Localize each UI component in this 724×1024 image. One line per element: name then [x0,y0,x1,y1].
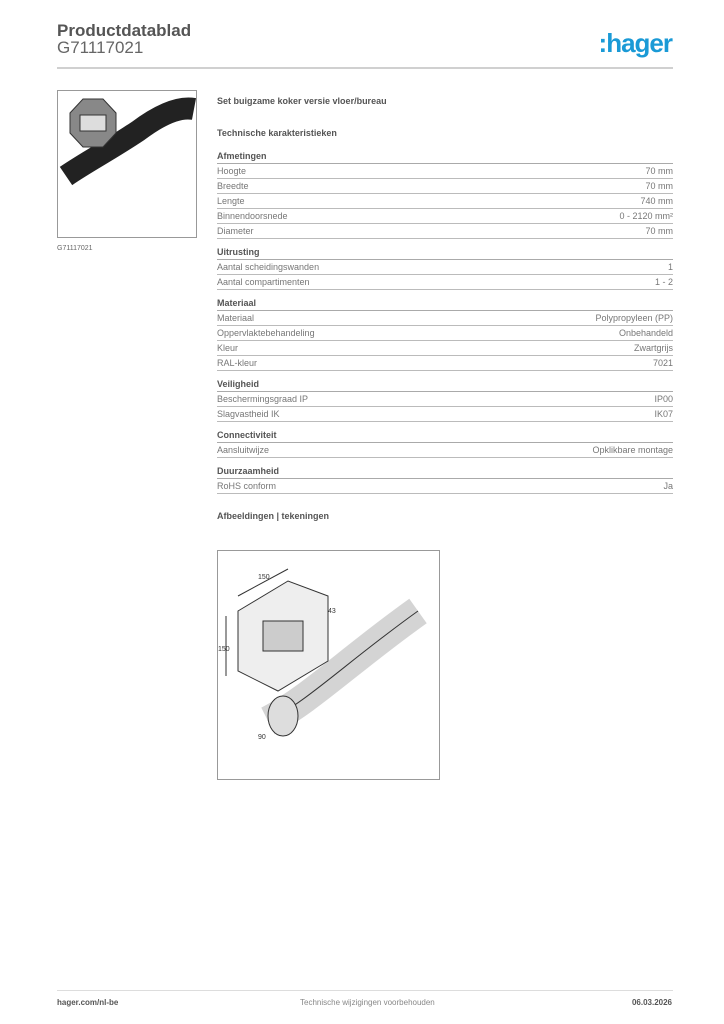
spec-value: 0 - 2120 mm² [619,211,673,221]
spec-row [217,260,673,275]
product-name: Set buigzame koker versie vloer/bureau [217,96,387,106]
section-title: Materiaal [217,298,673,311]
spec-row [217,179,673,194]
spec-content [217,96,673,526]
section-title: Duurzaamheid [217,466,673,479]
drawings-title: Afbeeldingen | tekeningen [217,511,330,521]
spec-value: 1 - 2 [654,277,673,287]
footer-disclaimer: Technische wijzigingen voorbehouden [300,998,435,1007]
spec-label: RAL-kleur [217,358,258,368]
spec-value: Ja [663,481,673,491]
spec-row [217,326,673,341]
spec-row [217,356,673,371]
footer-divider [57,990,673,991]
technical-drawing [217,550,440,780]
spec-label: Hoogte [217,166,247,176]
section-title: Veiligheid [217,379,673,392]
spec-section [217,430,673,458]
spec-value: 70 mm [645,181,673,191]
spec-row [217,407,673,422]
section-title: Uitrusting [217,247,673,260]
spec-row [217,194,673,209]
spec-row [217,479,673,494]
spec-row [217,164,673,179]
spec-value: 7021 [652,358,673,368]
spec-label: Diameter [217,226,254,236]
spec-row [217,341,673,356]
footer-date: 06.03.2026 [631,998,672,1007]
spec-section [217,151,673,239]
section-title: Connectiviteit [217,430,673,443]
spec-value: Onbehandeld [618,328,673,338]
header-divider [57,67,673,69]
product-image [57,90,197,238]
tech-title: Technische karakteristieken [217,128,337,138]
spec-label: Aansluitwijze [217,445,270,455]
spec-label: Aantal compartimenten [217,277,310,287]
spec-label: Beschermingsgraad IP [217,394,309,404]
hager-logo: :hager [598,28,672,58]
dim-label: 43 [328,608,336,615]
footer-website-link[interactable]: hager.com/nl-be [57,998,119,1007]
dim-label: 150 [258,574,270,581]
spec-label: Oppervlaktebehandeling [217,328,315,338]
spec-label: Lengte [217,196,245,206]
spec-label: RoHS conform [217,481,277,491]
spec-row [217,275,673,290]
spec-label: Breedte [217,181,249,191]
dim-label: 150 [218,646,230,653]
spec-value: 70 mm [645,166,673,176]
spec-row [217,209,673,224]
spec-value: IP00 [654,394,673,404]
spec-label: Aantal scheidingswanden [217,262,320,272]
spec-row [217,224,673,239]
spec-value: Opklikbare montage [592,445,673,455]
spec-label: Binnendoorsnede [217,211,288,221]
spec-row [217,392,673,407]
spec-section [217,466,673,494]
dim-label: 90 [258,734,266,741]
spec-row [217,311,673,326]
page-title: Productdatablad [57,21,192,40]
spec-row [217,443,673,458]
spec-section [217,379,673,422]
spec-value: IK07 [654,409,673,419]
spec-section [217,247,673,290]
spec-value: Polypropyleen (PP) [595,313,673,323]
spec-value: 70 mm [645,226,673,236]
spec-label: Kleur [217,343,239,353]
spec-label: Slagvastheid IK [217,409,280,419]
spec-value: Zwartgrijs [633,343,673,353]
spec-value: 1 [667,262,673,272]
spec-label: Materiaal [217,313,255,323]
spec-section [217,298,673,371]
section-title: Afmetingen [217,151,673,164]
image-caption: G71117021 [57,245,93,252]
product-code: G71117021 [57,38,144,57]
spec-value: 740 mm [640,196,673,206]
